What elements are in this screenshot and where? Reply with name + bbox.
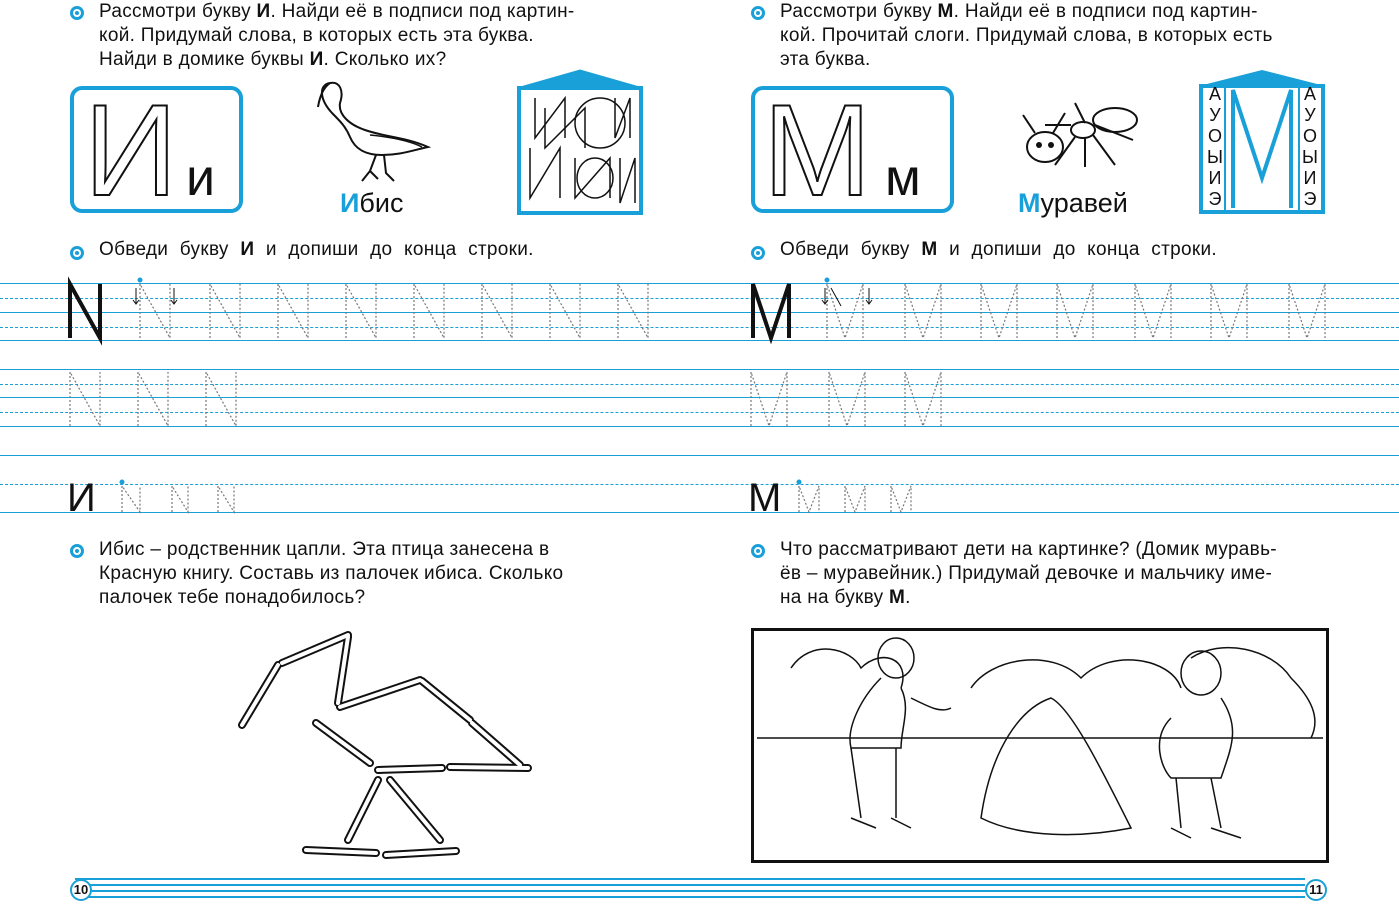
task-2-text: Обведи букву И и допиши до конца строки. <box>99 239 534 260</box>
letter-card-m <box>751 86 954 213</box>
page-number-right: 11 <box>1305 879 1327 901</box>
letter-i-outline-icon <box>74 90 239 209</box>
task-1-text-right: Рассмотри букву М. Найди её в подписи под картин- кой. Прочитай слоги. Придумай слова, в которых есть эта буква. <box>780 1 1273 70</box>
ibis-caption: Ибис <box>340 188 404 218</box>
bullet-icon <box>751 544 765 558</box>
letter-m-outline-icon <box>755 90 950 209</box>
bullet-icon <box>70 6 84 20</box>
letter-card <box>70 86 243 213</box>
svg-text:И: И <box>84 90 178 209</box>
bullet-icon <box>751 6 765 20</box>
svg-text:М: М <box>763 90 872 209</box>
bullet-icon <box>751 246 765 260</box>
svg-text:и: и <box>186 149 216 207</box>
ant-caption: Муравей <box>1018 188 1128 218</box>
task-3-text: Ибис – родственник цапли. Эта птица занесена в Красную книгу. Составь из палочек ибиса. Сколько палочек тебе понадобилось? <box>99 539 564 608</box>
bullet-icon <box>70 544 84 558</box>
task-3-text-right: Что рассматривают дети на картинке? (Домик муравь- ёв – муравейник.) Придумай девочке и мальчику име- на на букву М. <box>780 539 1277 608</box>
ibis-icon <box>310 75 440 185</box>
letter-house-icon <box>515 68 645 218</box>
small-letter-i: И <box>67 476 96 520</box>
tracing-area-i[interactable] <box>60 276 660 526</box>
bullet-icon <box>70 246 84 260</box>
svg-text:м: м <box>885 149 921 207</box>
stick-ibis-icon <box>230 625 550 865</box>
task-2-text-right: Обведи букву М и допиши до конца строки. <box>780 239 1217 260</box>
ant-icon <box>1005 95 1145 175</box>
tracing-area-m[interactable] <box>745 276 1345 526</box>
small-letter-m: М <box>748 476 782 520</box>
page-number-left: 10 <box>70 879 92 901</box>
children-anthill-illustration <box>751 628 1329 863</box>
task-1-text: Рассмотри букву И. Найди её в подписи под картин- кой. Придумай слова, в которых есть эта буква. Найди в домике буквы И. Сколько их? <box>99 1 575 70</box>
